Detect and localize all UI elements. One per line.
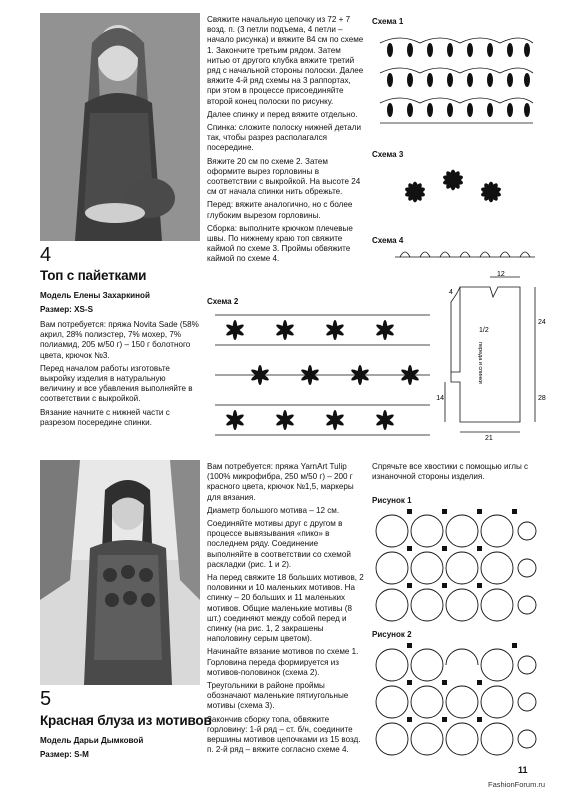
section-divider	[38, 455, 538, 456]
blouse-c1: Вам потребуется: пряжа YarnArt Tulip (100% микрофибра, 250 м/50 г) – 200 г красного цвета, крючок №1,5, маркеры для вязания.	[207, 462, 354, 502]
blouse-c6: Треугольники в районе проймы обозначают маленькие пятиугольные мотивы (схема 3).	[207, 681, 349, 711]
top-pattern-diagram	[436, 271, 550, 442]
scheme4-label: Схема 4	[372, 236, 404, 245]
top-c1: Свяжите начальную цепочку из 72 + 7 возд. п. (3 петли подъема, 4 петли – начало рисунка) и вяжите 84 см по схеме 1. Закончите третьим рядом. Затем нитью от другого клубка вяжите третий ряд с начальной стороны полоски. Далее вяжите 4-й ряд схемы на 3 раппортах, при этом в процессе присоединяйте второй конец полоски по рисунку.	[207, 15, 364, 106]
blouse-c8: Спрячьте все хвостики с помощью иглы с изнаночной стороны изделия.	[372, 462, 529, 482]
half-label: 1/2	[479, 327, 489, 334]
fig2-diagram	[372, 640, 537, 770]
top-c3: Спинка: сложите полоску нижней детали так, чтобы разрез располагался посередине.	[207, 123, 361, 153]
blouse-title: Красная блуза из мотивов	[40, 713, 212, 728]
top-middle-text	[207, 15, 365, 268]
blouse-photo-illustration	[40, 460, 200, 685]
scheme3-diagram	[395, 160, 515, 215]
blouse-c3: Соединяйте мотивы друг с другом в процессе вывязывания «пико» в последнем ряду. Соединение выполняйте в соответствии со схемой раскладки (рис. 1 и 2).	[207, 519, 351, 569]
blouse-size: Размер: S-M	[40, 750, 89, 759]
blouse-right-text	[372, 462, 532, 485]
dim-28: 28	[538, 395, 546, 402]
top-p2: Вязание начните с нижней части с разрезом посередине спинки.	[40, 407, 170, 427]
fig1-diagram	[372, 506, 537, 621]
top-c5: Перед: вяжите аналогично, но с более глубоким вырезом горловины.	[207, 200, 353, 220]
fig2-label: Рисунок 2	[372, 630, 412, 639]
scheme1-label: Схема 1	[372, 17, 404, 26]
dim-21: 21	[485, 435, 493, 442]
top-c4: Вяжите 20 см по схеме 2. Затем оформите вырез горловины в соответствии с выкройкой. На высоте 24 см от начала спинки нить обрежьте.	[207, 156, 361, 197]
blouse-model-photo	[40, 460, 200, 685]
dim-12: 12	[497, 271, 505, 278]
dim-24: 24	[538, 319, 546, 326]
scheme1-diagram	[375, 28, 535, 128]
top-left-text	[40, 320, 200, 431]
scheme2-label: Схема 2	[207, 297, 239, 306]
blouse-c2: Диаметр большого мотива – 12 см.	[207, 505, 340, 515]
top-model: Модель Елены Захаркиной	[40, 291, 150, 300]
top-size: Размер: XS-S	[40, 305, 93, 314]
fig1-label: Рисунок 1	[372, 496, 412, 505]
blouse-c7: Закончив сборку топа, обвяжите горловину: 1-й ряд – ст. б/н, соедините вершины мотивов цепочками из 15 возд. п. 2-й ряд – вяжите согласно схеме 4.	[207, 714, 361, 755]
dim-4: 4	[449, 289, 453, 296]
page-number: 11	[518, 765, 528, 775]
top-photo-illustration	[40, 13, 200, 241]
top-materials: Вам потребуется: пряжа Novita Sade (58% акрил, 28% полиэстер, 7% мохер, 7% полиамид, 205 м/50 г) – 150 г болотного цвета, крючок №3.	[40, 320, 199, 360]
top-title: Топ с пайетками	[40, 268, 147, 283]
half-sub-label: переда и спинки	[477, 342, 483, 384]
blouse-c5: Начинайте вязание мотивов по схеме 1. Горловина переда формируется из мотивов-половинок (схема 2).	[207, 647, 359, 677]
scheme3-label: Схема 3	[372, 150, 404, 159]
dim-14: 14	[436, 395, 444, 402]
scheme2-diagram	[210, 305, 435, 445]
blouse-model: Модель Дарьи Дымковой	[40, 736, 144, 745]
top-c6: Сборка: выполните крючком плечевые швы. По нижнему краю топ свяжите каймой по схеме 3. Проймы обвяжите каймой по схеме 4.	[207, 223, 353, 264]
top-model-photo	[40, 13, 200, 241]
scheme4-diagram	[395, 245, 535, 263]
watermark: FashionForum.ru	[488, 780, 546, 789]
top-p1: Перед началом работы изготовьте выкройку изделия в натуральную величину и все убавления выполняйте в соответствии с выкройкой.	[40, 363, 193, 404]
blouse-c4: На перед свяжите 18 больших мотивов, 2 половинки и 10 маленьких мотивов. На спинку – 20 больших и 11 маленьких мотивов. Общие маленькие мотивы (8 шт.) соединяют между собой перед и спинку (на рис. 1, 2 закрашены наполовину серым цветом).	[207, 573, 364, 644]
top-number: 4	[40, 244, 52, 266]
blouse-number: 5	[40, 688, 52, 710]
blouse-middle-text	[207, 462, 365, 758]
top-c2: Далее спинку и перед вяжите отдельно.	[207, 109, 358, 119]
